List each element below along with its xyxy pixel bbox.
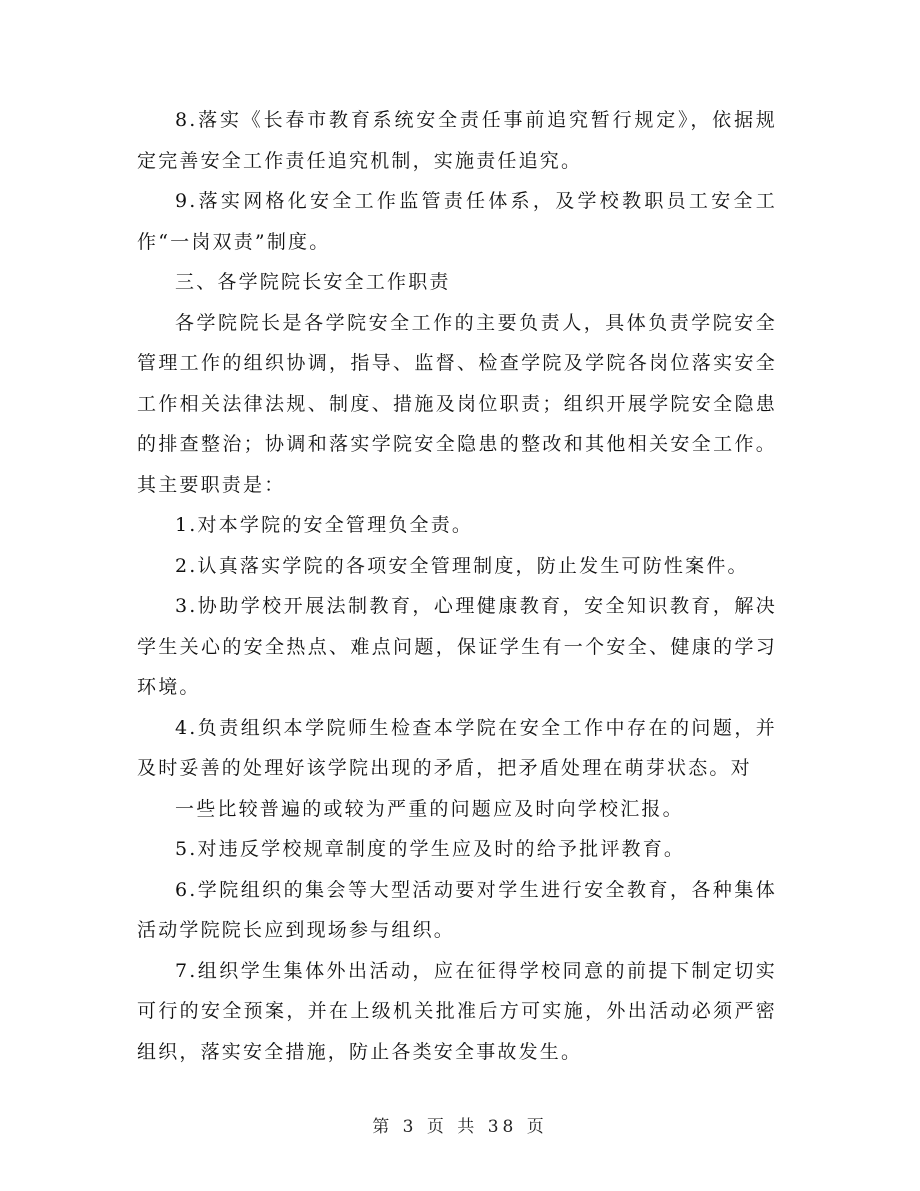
duty-item-3: 3.协助学校开展法制教育，心理健康教育，安全知识教育，解决学生关心的安全热点、难点问题，保证学生有一个安全、健康的学习环境。 (137, 595, 777, 698)
duty-item-7: 7.组织学生集体外出活动，应在征得学校同意的前提下制定切实可行的安全预案，并在上级机关批准后方可实施，外出活动必须严密组织，落实安全措施，防止各类安全事故发生。 (137, 959, 777, 1063)
page-number-footer: 第 3 页 共 38 页 (372, 1117, 548, 1137)
duty-item-5: 5.对违反学校规章制度的学生应及时的给予批评教育。 (175, 838, 686, 860)
duty-item-6: 6.学院组织的集会等大型活动要对学生进行安全教育，各种集体活动学院院长应到现场参与组织。 (137, 878, 777, 941)
document-body (137, 100, 777, 1072)
paragraph-item-9: 9.落实网格化安全工作监管责任体系，及学校教职员工安全工作“一岗双责”制度。 (137, 190, 777, 253)
duty-item-4-continued: 一些比较普遍的或较为严重的问题应及时向学校汇报。 (175, 797, 684, 820)
section-heading: 三、各学院院长安全工作职责 (175, 271, 451, 293)
section-intro-paragraph: 各学院院长是各学院安全工作的主要负责人，具体负责学院安全管理工作的组织协调，指导、监督、检查学院及学院各岗位落实安全工作相关法律法规、制度、措施及岗位职责；组织开展学院安全隐患的排查整治；协调和落实学院安全隐患的整改和其他相关安全工作。其主要职责是： (137, 311, 777, 496)
duty-item-1: 1.对本学院的安全管理负全责。 (175, 514, 474, 536)
duty-item-4: 4.负责组织本学院师生检查本学院在安全工作中存在的问题，并及时妥善的处理好该学院出现的矛盾，把矛盾处理在萌芽状态。对 (137, 716, 777, 779)
paragraph-item-8: 8.落实《长春市教育系统安全责任事前追究暂行规定》，依据规定完善安全工作责任追究机制，实施责任追究。 (137, 109, 777, 172)
duty-item-2: 2.认真落实学院的各项安全管理制度，防止发生可防性案件。 (175, 554, 749, 577)
